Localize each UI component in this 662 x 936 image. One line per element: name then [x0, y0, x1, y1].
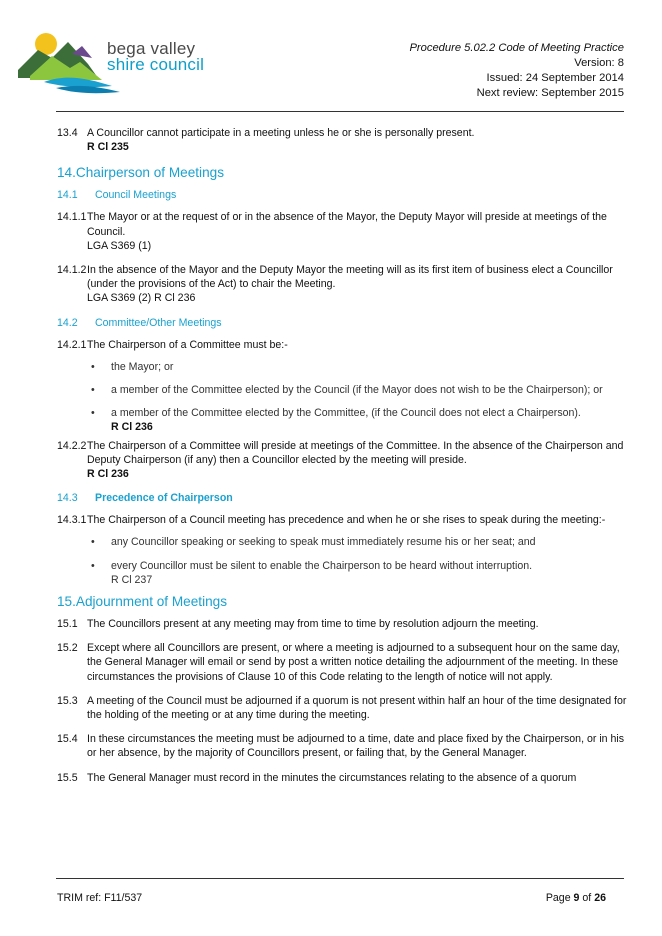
clause-text: Except where all Councillors are present, or where a meeting is adjourned to a subsequent hour on the same day, the General Manager will email or send by post a written notice detailing the adjournment of the meeting. In these circumstances the provisions of Clause 10 of this Code relating to the length of notice will not apply. [87, 642, 620, 683]
clause-reference: R Cl 236 [87, 468, 129, 481]
subsection-number: 14.1 [57, 189, 78, 202]
procedure-title: Procedure 5.02.2 Code of Meeting Practice [409, 42, 624, 54]
list-item-text: a member of the Committee elected by the Committee, (if the Council does not elect a Chairperson). [111, 407, 581, 420]
issued-date: Issued: 24 September 2014 [486, 72, 624, 84]
clause-14-2-1 [57, 338, 627, 352]
footer-divider [56, 878, 624, 879]
clause-text: In the absence of the Mayor and the Deputy Mayor the meeting will as its first item of business elect a Councillor (under the provisions of the Act) to chair the Meeting. [87, 264, 613, 291]
version-label: Version: 8 [574, 57, 624, 69]
subsection-heading-14-1 [57, 188, 627, 202]
clause-14-3-1 [57, 513, 627, 527]
clause-14-2-2 [57, 439, 627, 482]
bullet-icon: • [91, 360, 95, 373]
list-item [91, 406, 627, 434]
bullet-icon: • [91, 407, 95, 420]
subsection-number: 14.3 [57, 492, 78, 505]
list-item-text: any Councillor speaking or seeking to speak must immediately resume his or her seat; and [111, 536, 536, 549]
clause-text: The Chairperson of a Council meeting has precedence and when he or she rises to speak during the meeting:- [87, 514, 606, 527]
bullet-icon: • [91, 384, 95, 397]
clause-number: 13.4 [57, 127, 78, 139]
current-page: 9 [573, 892, 580, 904]
clause-reference: LGA S369 (2) R Cl 236 [87, 292, 196, 305]
clause-number: 14.1.2 [57, 264, 87, 277]
header-divider [56, 111, 624, 112]
clause-reference: R Cl 236 [111, 421, 153, 434]
document-header-info [409, 41, 624, 101]
clause-text: The General Manager must record in the minutes the circumstances relating to the absence of a quorum [87, 771, 577, 784]
clause-text: The Mayor or at the request of or in the absence of the Mayor, the Deputy Mayor will preside at meetings of the Council. [87, 211, 607, 238]
clause-number: 15.3 [57, 694, 78, 707]
clause-15-5 [57, 771, 627, 785]
subsection-number: 14.2 [57, 316, 78, 329]
clause-15-1 [57, 617, 627, 631]
bullet-icon: • [91, 536, 95, 549]
page-number [546, 892, 606, 904]
clause-15-4 [57, 732, 627, 760]
clause-reference: R Cl 235 [87, 141, 129, 154]
clause-15-3 [57, 694, 627, 722]
total-pages: 26 [594, 892, 606, 904]
clause-text: The Chairperson of a Committee must be:- [87, 338, 288, 351]
trim-reference: TRIM ref: F11/537 [57, 892, 143, 904]
clause-reference: LGA S369 (1) [87, 239, 152, 252]
section-heading-14: 14.Chairperson of Meetings [57, 165, 224, 181]
list-item-text: a member of the Committee elected by the Council (if the Mayor does not wish to be the Chairperson); or [111, 384, 603, 397]
clause-text: The Councillors present at any meeting may from time to time by resolution adjourn the meeting. [87, 618, 539, 631]
clause-number: 14.2.2 [57, 439, 87, 452]
list-item [91, 360, 627, 374]
subsection-title: Committee/Other Meetings [95, 316, 222, 329]
clause-text: A meeting of the Council must be adjourned if a quorum is not present within half an hour of the time designated for the holding of the meeting or at any time during the meeting. [87, 694, 627, 722]
list-item-text: the Mayor; or [111, 360, 174, 373]
clause-number: 15.1 [57, 618, 78, 631]
clause-number: 14.2.1 [57, 338, 87, 351]
clause-reference: R Cl 237 [111, 573, 153, 586]
page-of-label: of [582, 892, 592, 904]
clause-number: 15.5 [57, 771, 78, 784]
page-label: Page [545, 892, 571, 904]
logo-line-2: shire council [107, 55, 205, 74]
logo-line-1: bega valley [107, 39, 196, 58]
subsection-title: Precedence of Chairperson [95, 492, 233, 505]
section-heading-15: 15.Adjournment of Meetings [57, 594, 228, 610]
clause-text: A Councillor cannot participate in a meeting unless he or she is personally present. [87, 127, 475, 139]
subsection-heading-14-3 [57, 491, 627, 505]
clause-14-1-1 [57, 210, 627, 253]
clause-text: The Chairperson of a Committee will preside at meetings of the Committee. In the absence of the Chairperson and Deputy Chairperson (if any) then a Councillor elected by the meeting will preside. [87, 439, 624, 466]
subsection-title: Council Meetings [95, 189, 177, 202]
clause-14-1-2 [57, 263, 627, 306]
clause-number: 14.3.1 [57, 514, 87, 527]
clause-15-2 [57, 641, 627, 684]
clause-13-4 [57, 126, 627, 154]
clause-number: 15.4 [57, 733, 78, 746]
bullet-icon: • [91, 559, 95, 572]
clause-text: In these circumstances the meeting must be adjourned to a time, date and place fixed by the Chairperson, or in his or her absence, by the majority of Councillors present, or failing that, by the General Manager. [87, 733, 625, 760]
logo-wordmark [107, 41, 204, 73]
list-item [91, 559, 627, 587]
clause-number: 14.1.1 [57, 211, 87, 224]
bullet-list [57, 535, 627, 587]
list-item [91, 535, 627, 549]
clause-number: 15.2 [57, 642, 78, 655]
bullet-list [57, 360, 627, 435]
document-body [57, 126, 627, 795]
subsection-heading-14-2 [57, 316, 627, 330]
list-item [91, 383, 627, 397]
next-review-date: Next review: September 2015 [476, 87, 624, 99]
list-item-text: every Councillor must be silent to enable the Chairperson to be heard without interruption. [111, 559, 533, 572]
